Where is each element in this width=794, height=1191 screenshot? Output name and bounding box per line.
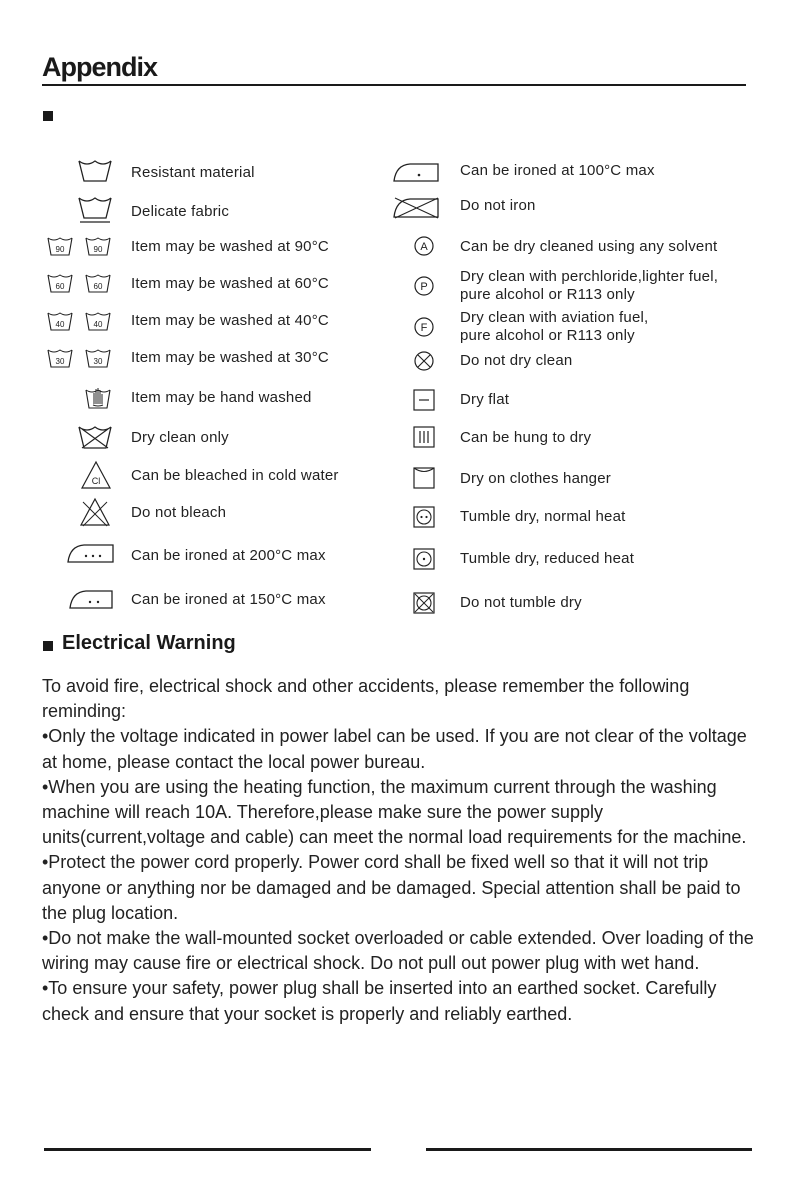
square-lines-icon [413,426,435,448]
care-label: Dry clean with perchloride,lighter fuel, pure alcohol or R113 only [460,268,719,303]
section-bullet-icon [43,111,53,121]
care-label: Item may be hand washed [131,389,312,406]
footer-rule-left [44,1148,371,1151]
warning-paragraph: •When you are using the heating function, the maximum current through the washing machine will reach 10A. Therefore,please make sure the power supply units(current,voltage and cable) can meet the normal load requirements for the machine. [42,776,747,848]
washtub-icon [78,159,112,183]
svg-text:60: 60 [93,282,103,291]
care-label: Resistant material [131,164,255,181]
care-label: Dry on clothes hanger [460,470,611,487]
circle-a-icon [414,236,434,256]
circle-f-icon [414,317,434,337]
care-label: Tumble dry, normal heat [460,508,626,525]
iron-one-dot-icon [392,161,440,183]
washtub-30-icon [47,349,113,369]
triangle-cl-icon [81,461,111,489]
warning-paragraph: •Protect the power cord properly. Power cord shall be fixed well so that it will not trip anyone or anything nor be damaged and be damaged. Special attention shall be paid to the plug location. [42,852,741,923]
warning-paragraph: •Only the voltage indicated in power label can be used. If you are not clear of the voltage at home, please contact the local power bureau. [42,726,747,772]
svg-text:A: A [420,241,428,253]
washtub-crossed-icon [78,425,112,451]
warning-paragraph: •Do not make the wall-mounted socket overloaded or cable extended. Over loading of the wiring may cause fire or electrical shock. Do not pull out power plug with wet hand. [42,928,754,974]
triangle-crossed-icon [79,498,111,526]
washtub-40-icon [47,312,113,332]
care-label: Dry flat [460,391,510,408]
svg-text:F: F [420,322,428,334]
square-hanger-icon [413,467,435,489]
care-label: Item may be washed at 30°C [131,349,329,366]
page-title: Appendix [42,52,158,82]
washtub-underline-icon [78,196,112,224]
warning-paragraph: •To ensure your safety, power plug shall be inserted into an earthed socket. Carefully check and ensure that your socket is properly and reliably earthed. [42,978,717,1024]
care-label: Do not dry clean [460,352,573,369]
title-underline [42,84,746,86]
tumble-crossed-icon [413,592,435,614]
washtub-90-icon [47,237,113,257]
svg-text:30: 30 [93,357,103,366]
care-label: Item may be washed at 40°C [131,312,329,329]
svg-text:60: 60 [55,282,65,291]
care-label: Can be ironed at 150°C max [131,591,326,608]
svg-text:Cl: Cl [91,476,101,486]
care-label: Can be dry cleaned using any solvent [460,238,718,255]
care-label: Dry clean with aviation fuel, pure alcohol or R113 only [460,309,649,344]
svg-text:90: 90 [93,245,103,254]
circle-p-icon [414,276,434,296]
care-label: Can be ironed at 100°C max [460,162,655,179]
care-label: Do not tumble dry [460,594,582,611]
svg-text:30: 30 [55,357,65,366]
washtub-60-icon [47,274,113,294]
care-label: Can be hung to dry [460,429,592,446]
iron-crossed-icon [392,195,440,219]
square-dash-icon [413,389,435,411]
tumble-two-dots-icon [413,506,435,528]
care-label: Dry clean only [131,429,229,446]
svg-text:P: P [420,281,428,293]
care-label: Tumble dry, reduced heat [460,550,635,567]
section-bullet-icon [43,641,53,651]
care-label: Do not iron [460,197,536,214]
care-label: Item may be washed at 90°C [131,238,329,255]
hand-wash-icon [85,384,111,410]
care-label: Delicate fabric [131,203,230,220]
circle-crossed-icon [414,351,434,371]
care-label: Do not bleach [131,504,227,521]
care-label: Can be ironed at 200°C max [131,547,326,564]
care-label: Item may be washed at 60°C [131,275,329,292]
iron-two-dots-icon [68,588,114,610]
svg-text:40: 40 [55,320,65,329]
section-heading: Electrical Warning [62,632,236,654]
svg-text:40: 40 [93,320,103,329]
iron-three-dots-icon [66,542,116,564]
warning-text [42,674,762,1027]
footer-rule-right [426,1148,752,1151]
care-label: Can be bleached in cold water [131,467,339,484]
tumble-one-dot-icon [413,548,435,570]
warning-paragraph: To avoid fire, electrical shock and other accidents, please remember the following reminding: [42,676,690,722]
svg-text:90: 90 [55,245,65,254]
